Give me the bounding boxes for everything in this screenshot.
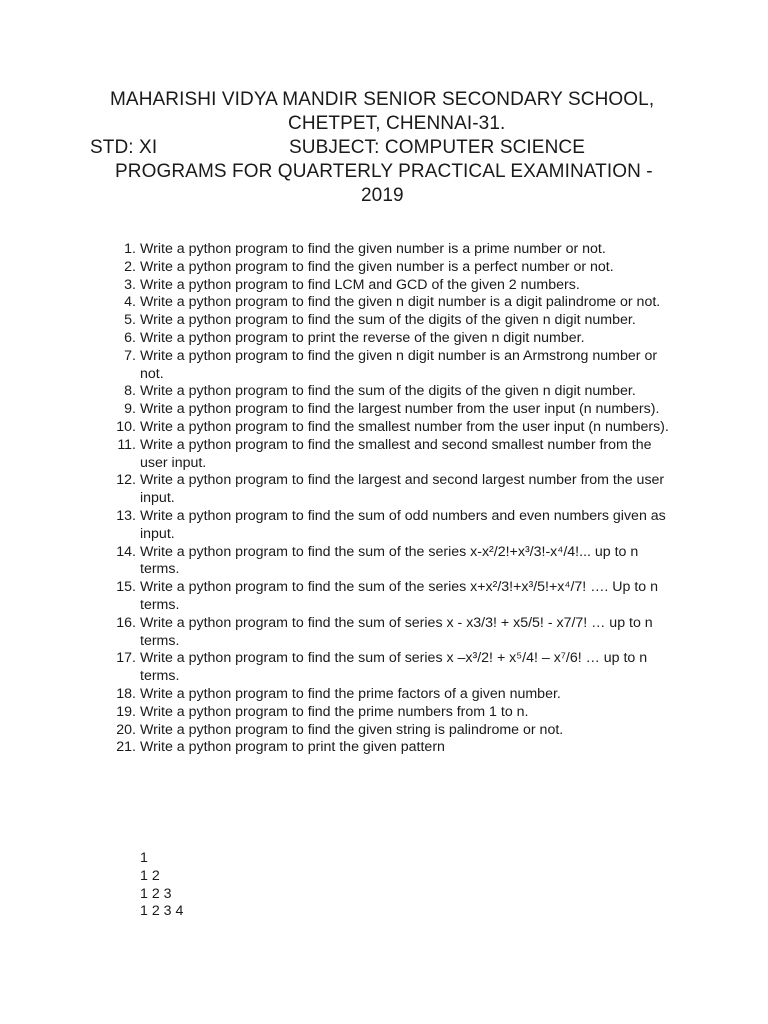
school-name: MAHARISHI VIDYA MANDIR SENIOR SECONDARY SCHOOL, [110, 89, 655, 110]
question-number: 1. [124, 241, 136, 257]
question-text: Write a python program to find the prime factors of a given number. [140, 685, 561, 702]
question-number: 17. [116, 650, 136, 667]
pattern-row: 1 [140, 850, 148, 866]
question-text: Write a python program to find the largest number from the user input (n numbers). [140, 401, 660, 418]
question-item [0, 294, 670, 312]
question-item [0, 579, 670, 615]
question-item [0, 615, 670, 651]
pattern-row: 1 2 [140, 867, 160, 884]
question-number: 18. [116, 685, 136, 702]
question-item [0, 383, 670, 401]
question-number: 13. [116, 507, 136, 524]
question-text: Write a python program to find the given number is a perfect number or not. [140, 258, 614, 275]
question-item [0, 348, 670, 384]
question-number: 5. [124, 312, 136, 329]
question-number: 2. [124, 258, 136, 275]
question-item [0, 650, 670, 686]
question-item [0, 419, 670, 437]
exam-title: PROGRAMS FOR QUARTERLY PRACTICAL EXAMINATION - [115, 161, 653, 182]
question-text: Write a python program to find the sum of the series x-x²/2!+x³/3!-x⁴/4!... up to n terms. [140, 543, 639, 578]
question-text: Write a python program to find the largest and second largest number from the user input. [140, 472, 665, 507]
question-text: Write a python program to find the given n digit number is a digit palindrome or not. [140, 294, 661, 311]
question-list [0, 241, 768, 757]
question-number: 20. [116, 721, 136, 738]
question-text: Write a python program to find the prime numbers from 1 to n. [140, 703, 529, 720]
question-text: Write a python program to print the given pattern [140, 739, 445, 756]
question-item [0, 722, 670, 740]
question-item [0, 259, 670, 277]
question-item [0, 544, 670, 580]
school-address: CHETPET, CHENNAI-31. [288, 113, 506, 134]
question-text: Write a python program to find the smallest and second smallest number from the user input. [140, 436, 652, 471]
question-item [0, 437, 670, 473]
question-item [0, 330, 670, 348]
question-text: Write a python program to find the given number is a prime number or not. [140, 241, 606, 257]
subject-label: SUBJECT: COMPUTER SCIENCE [289, 137, 585, 158]
question-text: Write a python program to find the given string is palindrome or not. [140, 721, 564, 738]
question-text: Write a python program to find the smallest number from the user input (n numbers). [140, 418, 669, 435]
exam-year: 2019 [361, 185, 404, 206]
question-item [0, 401, 670, 419]
question-number: 8. [124, 383, 136, 400]
question-item [0, 241, 670, 259]
question-number: 9. [124, 401, 136, 418]
question-number: 21. [116, 739, 136, 756]
question-text: Write a python program to find LCM and GCD of the given 2 numbers. [140, 276, 580, 293]
question-item [0, 277, 670, 295]
question-number: 19. [116, 703, 136, 720]
question-item [0, 739, 670, 757]
question-text: Write a python program to find the sum of series x - x3/3! + x5/5! - x7/7! … up to n terms. [140, 614, 653, 649]
question-item [0, 472, 670, 508]
question-number: 11. [117, 436, 136, 453]
pattern-row: 1 2 3 [140, 885, 172, 902]
question-number: 7. [124, 347, 136, 364]
question-number: 4. [124, 294, 136, 311]
question-number: 15. [116, 579, 136, 596]
question-number: 6. [124, 329, 136, 346]
question-text: Write a python program to find the sum of the digits of the given n digit number. [140, 312, 636, 329]
question-item [0, 312, 670, 330]
question-text: Write a python program to find the sum of the series x+x²/3!+x³/5!+x⁴/7! …. Up to n terms. [140, 579, 659, 613]
question-item [0, 508, 670, 544]
question-text: Write a python program to find the given n digit number is an Armstrong number or not. [140, 347, 658, 382]
question-text: Write a python program to print the reverse of the given n digit number. [140, 329, 585, 346]
pattern-block [140, 850, 183, 921]
question-number: 10. [116, 418, 136, 435]
question-item [0, 686, 670, 704]
question-number: 14. [116, 543, 136, 560]
pattern-row: 1 2 3 4 [140, 903, 184, 920]
question-number: 16. [116, 614, 136, 631]
question-number: 12. [116, 472, 136, 489]
standard-label: STD: XI [90, 137, 158, 158]
question-text: Write a python program to find the sum of series x –x³/2! + x⁵/4! – x⁷/6! … up to n terms. [140, 650, 648, 685]
question-text: Write a python program to find the sum of the digits of the given n digit number. [140, 383, 636, 400]
question-item [0, 704, 670, 722]
question-number: 3. [124, 276, 136, 293]
question-text: Write a python program to find the sum of odd numbers and even numbers given as input. [140, 507, 666, 542]
